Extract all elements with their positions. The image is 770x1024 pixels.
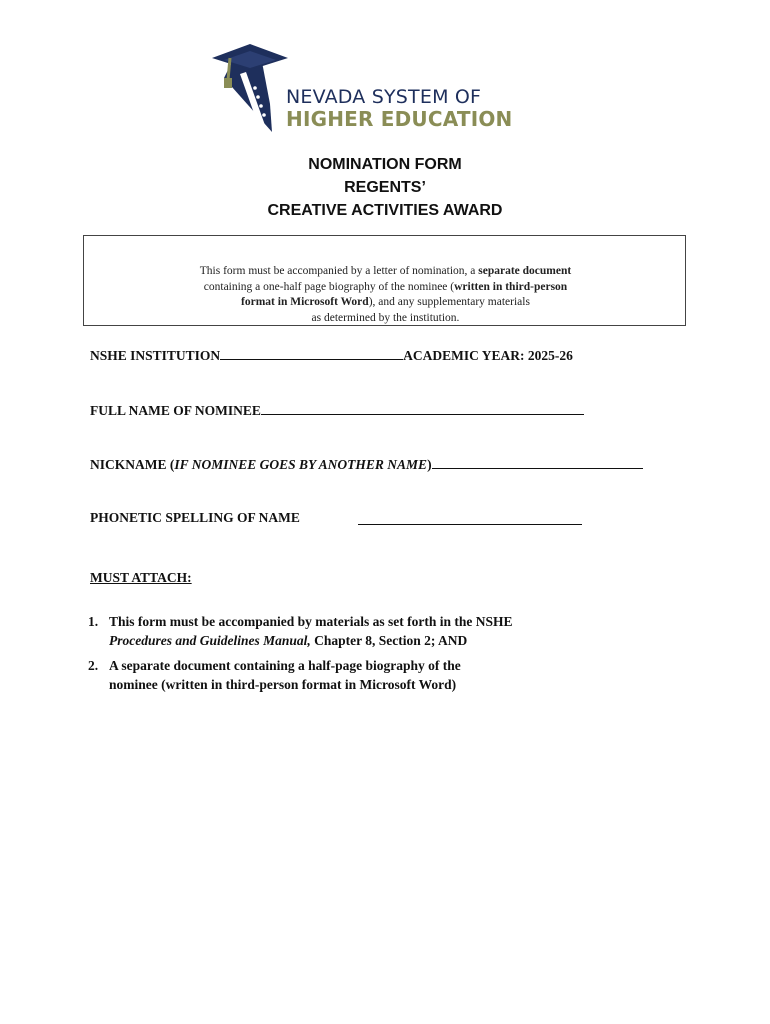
attach-item-1 <box>88 612 648 652</box>
phonetic-input-line[interactable] <box>358 512 582 525</box>
nickname-input-line[interactable] <box>432 456 643 469</box>
logo-text-line1: NEVADA SYSTEM OF <box>286 86 482 108</box>
notice-text-part: ), and any supplementary materials <box>368 296 530 308</box>
attach-item-2-line2: nominee (written in third-person format in Microsoft Word) <box>109 677 457 692</box>
notice-text-part: This form must be accompanied by a letter of nomination, a <box>199 265 479 277</box>
institution-input-line[interactable] <box>220 347 403 360</box>
form-title-line1: NOMINATION FORM <box>308 156 462 173</box>
notice-text-part: as determined by the institution. <box>311 311 460 324</box>
attach-item-number: 2. <box>88 658 99 673</box>
graduation-cap-nevada-icon <box>210 40 290 135</box>
notice-bold-part: separate document <box>478 265 572 277</box>
phonetic-label: PHONETIC SPELLING OF NAME <box>90 510 300 525</box>
manual-title: Procedures and Guidelines Manual, <box>109 633 311 648</box>
logo-text-line2: HIGHER EDUCATION <box>286 107 513 131</box>
phonetic-row <box>90 510 300 526</box>
institution-row <box>90 347 573 364</box>
attach-item-1-line1: This form must be accompanied by materials as set forth in the NSHE <box>109 614 513 629</box>
nickname-row <box>90 456 643 473</box>
full-name-label: FULL NAME OF NOMINEE <box>90 403 261 418</box>
notice-bold-part: format in Microsoft Word <box>241 296 369 308</box>
nickname-label: NICKNAME ( <box>90 457 175 472</box>
nickname-label-close: ) <box>427 457 432 472</box>
attach-item-2 <box>88 656 648 696</box>
full-name-input-line[interactable] <box>261 402 584 415</box>
nshe-logo <box>210 40 530 135</box>
attach-item-2-line1: A separate document containing a half-page biography of the <box>109 658 461 673</box>
attach-item-1-line2: Chapter 8, Section 2; AND <box>310 633 468 648</box>
notice-box <box>83 235 686 326</box>
notice-text-part: containing a one-half page biography of the nominee ( <box>203 280 455 293</box>
full-name-row <box>90 402 584 419</box>
academic-year-label: ACADEMIC YEAR: 2025-26 <box>403 348 573 363</box>
nickname-hint: IF NOMINEE GOES BY ANOTHER NAME <box>174 457 428 472</box>
institution-label: NSHE INSTITUTION <box>90 348 221 363</box>
must-attach-heading: MUST ATTACH: <box>90 570 192 585</box>
form-title-line3: CREATIVE ACTIVITIES AWARD <box>267 202 503 219</box>
attach-item-number: 1. <box>88 614 99 629</box>
form-title-line2: REGENTS’ <box>344 179 426 196</box>
notice-text <box>84 264 687 326</box>
notice-bold-part: written in third-person <box>454 280 568 293</box>
